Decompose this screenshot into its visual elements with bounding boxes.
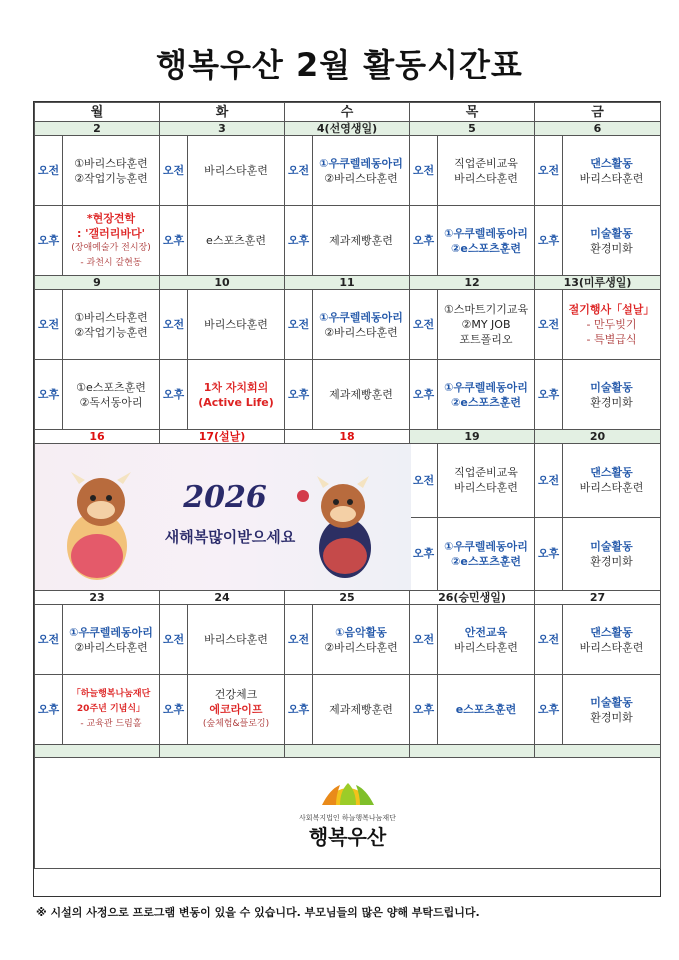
day-header-row — [35, 103, 661, 122]
activity-cell: 미술활동 환경미화 — [563, 360, 661, 430]
date-cell: 13(미루생일) — [535, 276, 661, 290]
am-label: 오전 — [285, 605, 313, 675]
activity-cell: ①스마트기기교육 ②MY JOB 포트폴리오 — [438, 290, 535, 360]
activity-cell: 댄스활동 바리스타훈련 — [563, 605, 661, 675]
am-row — [35, 136, 661, 206]
day-mon: 월 — [35, 103, 160, 122]
am-label: 오전 — [535, 605, 563, 675]
date-cell: 19 — [410, 430, 535, 444]
banner-illustration — [35, 444, 411, 590]
activity-cell: ①우쿠렐레동아리 ②e스포츠훈련 — [438, 206, 535, 276]
pm-row — [35, 206, 661, 276]
activity-cell: *현장견학 : '갤러리바다' (장애예술가 전시장) - 과천시 갈현동 — [63, 206, 160, 276]
date-cell: 27 — [535, 591, 661, 605]
activity-cell: 바리스타훈련 — [188, 136, 285, 206]
am-row — [35, 290, 661, 360]
pm-label: 오후 — [410, 675, 438, 745]
pm-label: 오후 — [535, 517, 563, 591]
activity-cell: 건강체크 에코라이프 (숲체험&플로깅) — [188, 675, 285, 745]
date-cell: 2 — [35, 122, 160, 136]
activity-cell: ①음악활동 ②바리스타훈련 — [313, 605, 410, 675]
activity-cell: 직업준비교육 바리스타훈련 — [438, 136, 535, 206]
activity-cell: ①우쿠렐레동아리 ②e스포츠훈련 — [438, 360, 535, 430]
activity-cell: ①우쿠렐레동아리 ②바리스타훈련 — [313, 136, 410, 206]
pm-label: 오후 — [535, 206, 563, 276]
pm-label: 오후 — [410, 360, 438, 430]
page-title: 행복우산 2월 활동시간표 — [156, 46, 523, 84]
new-year-banner — [35, 444, 410, 591]
am-label: 오전 — [35, 136, 63, 206]
pm-label: 오후 — [160, 675, 188, 745]
date-cell: 11 — [285, 276, 410, 290]
activity-cell: 제과제빵훈련 — [313, 360, 410, 430]
am-label: 오전 — [535, 290, 563, 360]
activity-cell: ①바리스타훈련 ②작업기능훈련 — [63, 136, 160, 206]
date-cell: 10 — [160, 276, 285, 290]
am-label: 오전 — [285, 136, 313, 206]
pm-label: 오후 — [285, 675, 313, 745]
date-row — [35, 430, 661, 444]
umbrella-icon — [318, 779, 378, 809]
day-fri: 금 — [535, 103, 661, 122]
day-wed: 수 — [285, 103, 410, 122]
am-label: 오전 — [410, 444, 438, 518]
date-cell: 26(승민생일) — [410, 591, 535, 605]
date-cell: 24 — [160, 591, 285, 605]
pm-label: 오후 — [285, 360, 313, 430]
date-cell: 20 — [535, 430, 661, 444]
schedule-table — [33, 101, 661, 897]
pm-label: 오후 — [35, 675, 63, 745]
date-cell: 5 — [410, 122, 535, 136]
banner-text: 새해복많이받으세요 — [164, 528, 296, 546]
activity-cell: e스포츠훈련 — [438, 675, 535, 745]
activity-cell: 바리스타훈련 — [188, 290, 285, 360]
am-label: 오전 — [410, 136, 438, 206]
filler-row — [35, 745, 661, 758]
pm-label: 오후 — [35, 206, 63, 276]
activity-cell: 바리스타훈련 — [188, 605, 285, 675]
am-label: 오전 — [535, 444, 563, 518]
am-label: 오전 — [35, 605, 63, 675]
am-label: 오전 — [535, 136, 563, 206]
am-label: 오전 — [160, 605, 188, 675]
activity-cell: ①우쿠렐레동아리 ②바리스타훈련 — [313, 290, 410, 360]
pm-label: 오후 — [535, 360, 563, 430]
date-cell: 12 — [410, 276, 535, 290]
date-row — [35, 591, 661, 605]
footnote: ※ 시설의 사정으로 프로그램 변동이 있을 수 있습니다. 부모님들의 많은 양해 부탁드립니다. — [36, 906, 480, 919]
logo-org: 사회복지법인 하늘행복나눔재단 — [299, 813, 396, 822]
date-cell: 9 — [35, 276, 160, 290]
am-label: 오전 — [410, 290, 438, 360]
activity-cell: 직업준비교육 바리스타훈련 — [438, 444, 535, 518]
pm-row — [35, 675, 661, 745]
activity-cell: 댄스활동 바리스타훈련 — [563, 444, 661, 518]
activity-cell: 제과제빵훈련 — [313, 675, 410, 745]
activity-cell: 미술활동 환경미화 — [563, 517, 661, 591]
activity-cell: ①e스포츠훈련 ②독서동아리 — [63, 360, 160, 430]
activity-cell: 절기행사「설날」 - 만두빚기 - 특별급식 — [563, 290, 661, 360]
day-thu: 목 — [410, 103, 535, 122]
am-label: 오전 — [160, 136, 188, 206]
activity-cell: 1차 자치회의 (Active Life) — [188, 360, 285, 430]
am-label: 오전 — [285, 290, 313, 360]
pm-label: 오후 — [285, 206, 313, 276]
pm-row — [35, 360, 661, 430]
am-label: 오전 — [35, 290, 63, 360]
pm-label: 오후 — [160, 206, 188, 276]
am-row — [35, 605, 661, 675]
date-cell: 25 — [285, 591, 410, 605]
activity-cell: 댄스활동 바리스타훈련 — [563, 136, 661, 206]
logo-area — [35, 758, 661, 869]
logo-name: 행복우산 — [308, 824, 387, 849]
activity-cell: 미술활동 환경미화 — [563, 675, 661, 745]
date-row — [35, 276, 661, 290]
activity-cell: 미술활동 환경미화 — [563, 206, 661, 276]
activity-cell: ①우쿠렐레동아리 ②e스포츠훈련 — [438, 517, 535, 591]
banner-year: 2026 — [183, 480, 267, 515]
activity-cell: ①우쿠렐레동아리 ②바리스타훈련 — [63, 605, 160, 675]
day-tue: 화 — [160, 103, 285, 122]
pm-label: 오후 — [535, 675, 563, 745]
pm-label: 오후 — [160, 360, 188, 430]
activity-cell: ①바리스타훈련 ②작업기능훈련 — [63, 290, 160, 360]
activity-cell: 「하늘행복나눔재단 20주년 기념식」 - 교육관 드림홀 — [63, 675, 160, 745]
date-cell: 18 — [285, 430, 410, 444]
am-label: 오전 — [410, 605, 438, 675]
pm-label: 오후 — [410, 517, 438, 591]
date-cell: 23 — [35, 591, 160, 605]
pm-label: 오후 — [410, 206, 438, 276]
date-cell: 3 — [160, 122, 285, 136]
date-cell: 16 — [35, 430, 160, 444]
activity-cell: 안전교육 바리스타훈련 — [438, 605, 535, 675]
date-cell: 6 — [535, 122, 661, 136]
activity-cell: 제과제빵훈련 — [313, 206, 410, 276]
am-label: 오전 — [160, 290, 188, 360]
am-row — [35, 444, 661, 518]
date-cell: 4(선영생일) — [285, 122, 410, 136]
activity-cell: e스포츠훈련 — [188, 206, 285, 276]
date-row — [35, 122, 661, 136]
pm-label: 오후 — [35, 360, 63, 430]
date-cell: 17(설날) — [160, 430, 285, 444]
